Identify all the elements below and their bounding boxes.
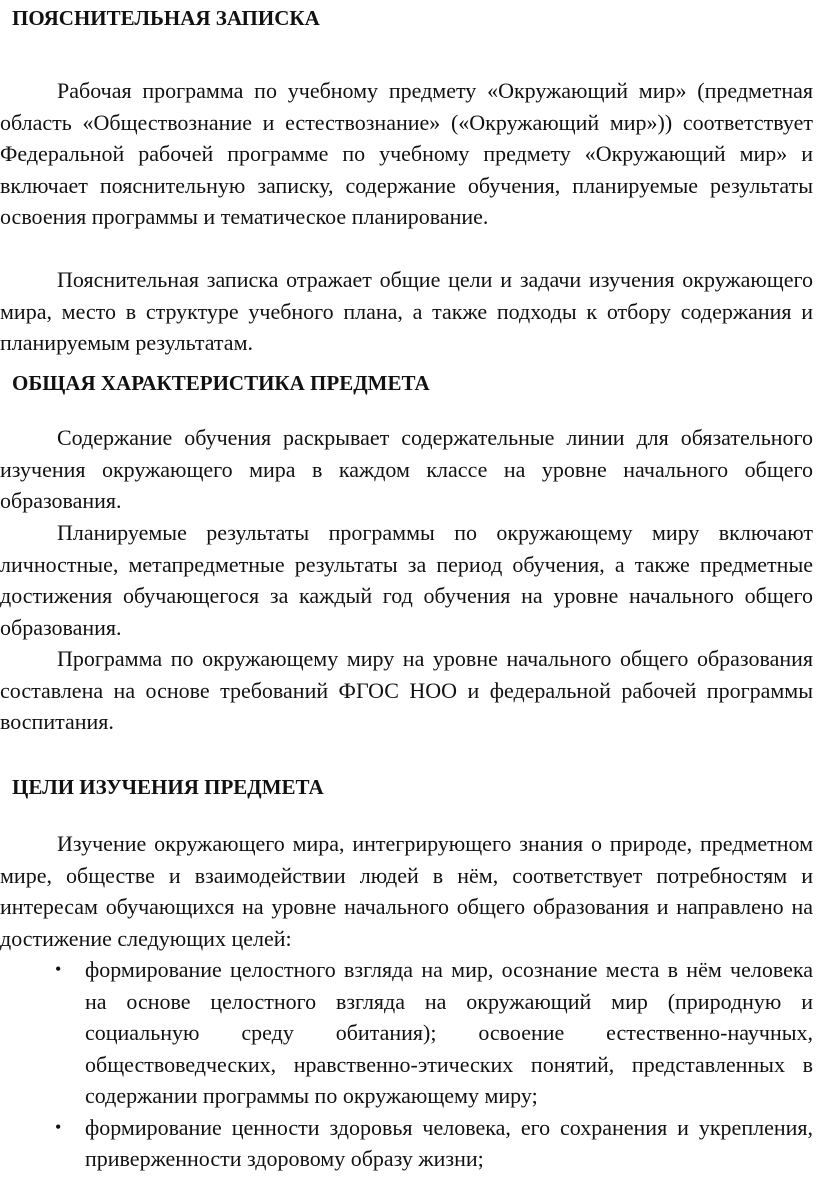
paragraph-planned-results: Планируемые результаты программы по окружающему миру включают личностные, метапредметные результаты за период обучения, а также предметные достижения обучающегося за каждый год обучения на уровне начального общего образования. xyxy=(0,520,813,640)
section-heading-explanatory-note: ПОЯСНИТЕЛЬНАЯ ЗАПИСКА xyxy=(12,6,320,30)
section-heading-general-characteristics: ОБЩАЯ ХАРАКТЕРИСТИКА ПРЕДМЕТА xyxy=(12,371,430,395)
list-item-text: формирование ценности здоровья человека, его сохранения и укрепления, приверженности здоровому образу жизни; xyxy=(85,1114,813,1171)
paragraph-program-basis: Программа по окружающему миру на уровне начального общего образования составлена на основе требований ФГОС НОО и федеральной рабочей программы воспитания. xyxy=(0,646,813,734)
goals-bullet-list xyxy=(0,954,813,1175)
paragraph-learning-content: Содержание обучения раскрывает содержательные линии для обязательного изучения окружающего мира в каждом классе на уровне начального общего образования. xyxy=(0,425,813,513)
bullet-icon: • xyxy=(55,1116,62,1137)
section-heading-study-goals: ЦЕЛИ ИЗУЧЕНИЯ ПРЕДМЕТА xyxy=(12,775,324,799)
list-item xyxy=(0,954,813,1112)
bullet-icon: • xyxy=(55,959,62,979)
list-item xyxy=(0,1112,813,1175)
paragraph-explanatory-note-purpose: Пояснительная записка отражает общие цели и задачи изучения окружающего мира, место в структуре учебного плана, а также подходы к отбору содержания и планируемым результатам. xyxy=(0,267,813,355)
paragraph-program-description: Рабочая программа по учебному предмету «Окружающий мир» (предметная область «Обществознание и естествознание» («Окружающий мир»)) соответствует Федеральной рабочей программе по учебному предмету «Окружающий мир» и включает пояснительную записку, содержание обучения, планируемые результаты освоения программы и тематическое планирование. xyxy=(0,78,813,229)
paragraph-study-goals-intro: Изучение окружающего мира, интегрирующего знания о природе, предметном мире, обществе и взаимодействии людей в нём, соответствует потребностям и интересам обучающихся на уровне начального общего образования и направлено на достижение следующих целей: xyxy=(0,831,813,951)
list-item-text: формирование целостного взгляда на мир, осознание места в нём человека на основе целостного взгляда на окружающий мир (природную и социальную среду обитания); освоение естественно-научных, обществоведческих, нравственно-этических понятий, представленных в содержании программы по окружающему миру; xyxy=(85,957,813,1108)
